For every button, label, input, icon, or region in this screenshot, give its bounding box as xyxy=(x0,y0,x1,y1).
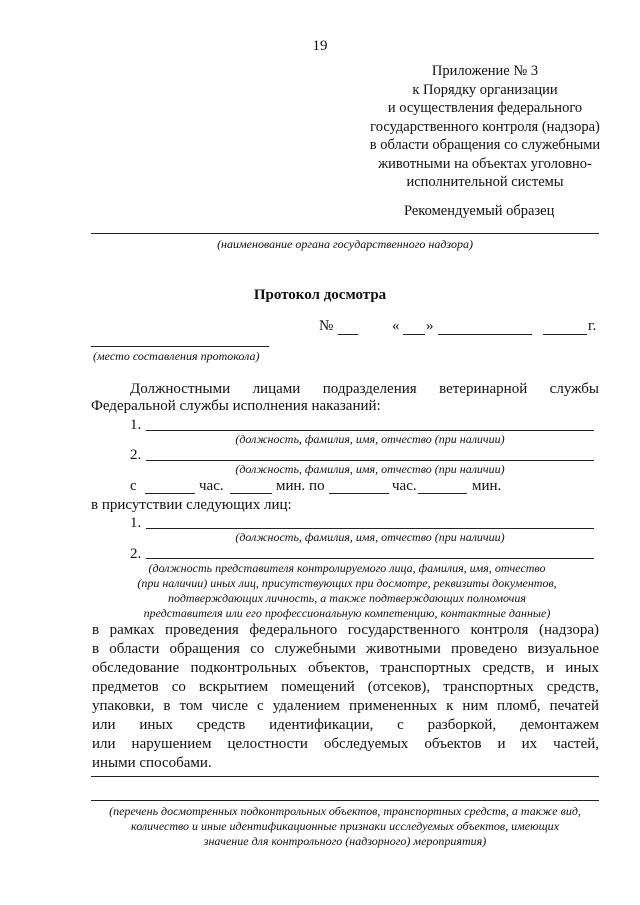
annex-line: животными на объектах уголовно- xyxy=(378,155,592,172)
minutes-to-field[interactable] xyxy=(418,493,467,494)
place-field[interactable] xyxy=(91,346,269,347)
paragraph-line: в рамках проведения федерального государственного контроля (надзора) xyxy=(92,622,599,638)
objects-list-field[interactable] xyxy=(91,776,599,777)
time-from-label: с xyxy=(130,478,137,494)
hours-to-field[interactable] xyxy=(329,493,389,494)
year-field[interactable] xyxy=(543,334,587,335)
year-suffix: г. xyxy=(588,318,597,334)
day-field[interactable] xyxy=(403,334,425,335)
presence-2-caption-line: представителя или его профессиональную компетенцию, контактные данные) xyxy=(143,606,551,620)
objects-list-field[interactable] xyxy=(91,800,599,801)
paragraph-line: обследование подконтрольных объектов, транспортных средств, и иных xyxy=(92,660,599,676)
presence-intro: в присутствии следующих лиц: xyxy=(91,497,292,513)
annex-line: к Порядку организации xyxy=(412,81,558,98)
protocol-number-field[interactable] xyxy=(338,334,358,335)
presence-1-caption: (должность, фамилия, имя, отчество (при наличии) xyxy=(235,530,505,544)
presence-2-field[interactable] xyxy=(146,558,594,559)
hours-from-label: час. xyxy=(199,478,224,494)
paragraph-line: упаковки, в том числе с удалением примененных к ним пломб, печатей xyxy=(92,698,599,714)
month-field[interactable] xyxy=(438,334,532,335)
recommended-template-label: Рекомендуемый образец xyxy=(404,203,555,219)
official-1-caption: (должность, фамилия, имя, отчество (при наличии) xyxy=(235,432,505,446)
official-1-field[interactable] xyxy=(146,430,594,431)
presence-1-number: 1. xyxy=(130,515,142,531)
paragraph-line: предметов со вскрытием помещений (отсеков), транспортных средств, xyxy=(92,679,599,695)
minutes-from-field[interactable] xyxy=(230,493,272,494)
minutes-to-label: мин. xyxy=(472,478,502,494)
document-title: Протокол досмотра xyxy=(253,287,387,303)
hours-to-label: час. xyxy=(392,478,417,494)
paragraph-line: иными способами. xyxy=(92,755,212,771)
place-caption: (место составления протокола) xyxy=(93,349,260,363)
minutes-until-label: мин. по xyxy=(276,478,325,494)
hours-from-field[interactable] xyxy=(145,493,195,494)
officials-intro-line1: Должностными лицами подразделения ветеринарной службы xyxy=(130,381,599,397)
annex-block xyxy=(350,62,620,192)
presence-2-caption-line: (при наличии) иных лиц, присутствующих при досмотре, реквизиты документов, xyxy=(137,576,557,590)
annex-line: и осуществления федерального xyxy=(387,100,583,116)
presence-2-caption-line: подтверждающих личность, а также подтверждающих полномочия xyxy=(168,591,526,605)
paragraph-line: или нарушением целостности обследуемых объектов и их частей, xyxy=(92,736,599,752)
presence-2-caption-line: (должность представителя контролируемого лица, фамилия, имя, отчество xyxy=(148,561,546,575)
objects-caption-line: (перечень досмотренных подконтрольных объектов, транспортных средств, а также вид, xyxy=(109,804,581,818)
annex-line: исполнительной системы xyxy=(406,174,564,190)
presence-1-field[interactable] xyxy=(146,528,594,529)
authority-name-field[interactable] xyxy=(91,233,599,234)
paragraph-line: в области обращения со служебными животными проведено визуальное xyxy=(92,641,599,657)
annex-line: в области обращения со служебными xyxy=(369,137,601,153)
number-sign: № xyxy=(319,318,334,334)
official-2-caption: (должность, фамилия, имя, отчество (при наличии) xyxy=(235,462,505,476)
objects-caption-line: количество и иные идентификационные признаки исследуемых объектов, имеющих xyxy=(131,819,559,833)
annex-line: Приложение № 3 xyxy=(431,63,539,79)
official-2-number: 2. xyxy=(130,447,142,463)
paragraph-line: или иных средств идентификации, с разборкой, демонтажем xyxy=(92,717,599,733)
page-number: 19 xyxy=(312,38,328,54)
authority-caption: (наименование органа государственного надзора) xyxy=(217,237,473,251)
official-1-number: 1. xyxy=(130,417,142,433)
objects-caption-line: значение для контрольного (надзорного) мероприятия) xyxy=(203,834,487,848)
annex-line: государственного контроля (надзора) xyxy=(370,118,600,135)
quote-close: » xyxy=(426,318,434,334)
presence-2-number: 2. xyxy=(130,546,142,562)
officials-intro-line2: Федеральной службы исполнения наказаний: xyxy=(91,398,381,414)
official-2-field[interactable] xyxy=(146,460,594,461)
quote-open: « xyxy=(392,318,400,334)
